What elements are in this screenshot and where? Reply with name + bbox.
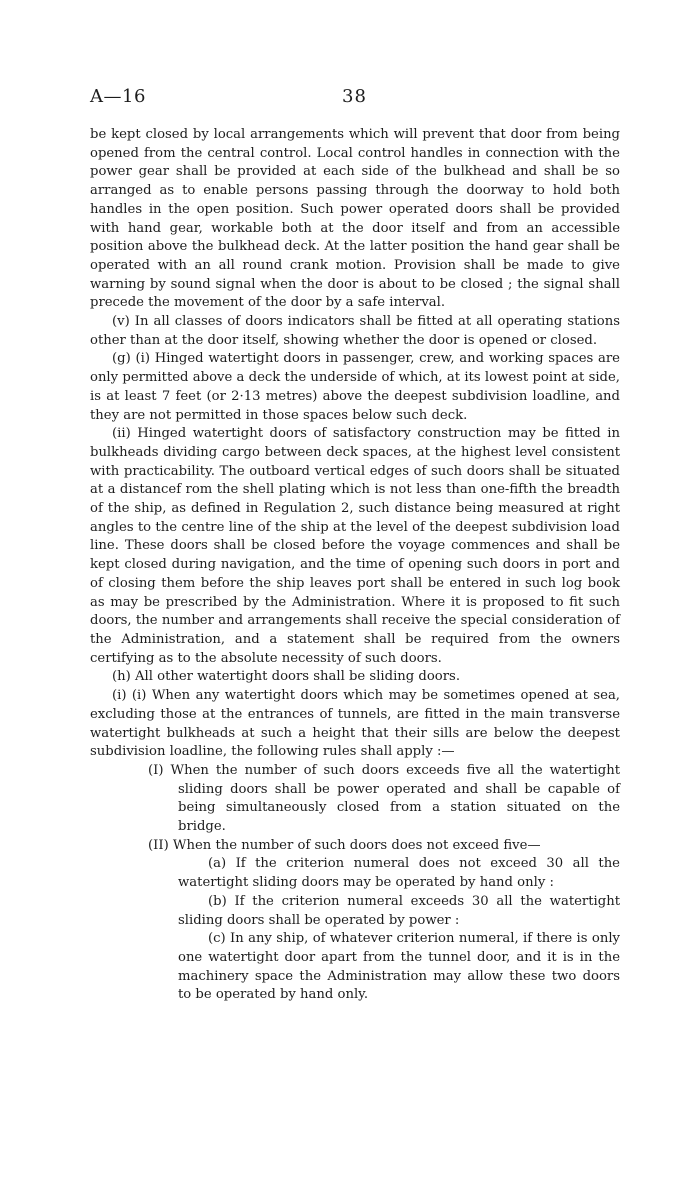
page-header (90, 86, 620, 108)
document-reference: A—16 (90, 86, 146, 107)
rule-II: (II) When the number of such doors does not exceed five— (148, 837, 541, 853)
rule-II-c: (c) In any ship, of whatever criterion numeral, if there is only one watertight door apart from the tunnel door, and it is in the machinery space the Administration may allow these two doors to be operated by hand only. (178, 931, 620, 1003)
rule-II-b: (b) If the criterion numeral exceeds 30 all the watertight sliding doors shall be operated by power : (178, 893, 620, 928)
rule-I: (I) When the number of such doors exceeds five all the watertight sliding doors shall be power operated and shall be capable of being simultaneously closed from a station situated on the bridge. (148, 762, 620, 835)
paragraph-i-i: (i) (i) When any watertight doors which may be sometimes opened at sea, excluding those at the entrances of tunnels, are fitted in the main transverse watertight bulkheads at such a height that their sills are below the deepest subdivision loadline, the following rules shall apply :— (90, 688, 620, 760)
paragraph-h: (h) All other watertight doors shall be sliding doors. (112, 669, 461, 685)
page-number: 38 (342, 86, 367, 107)
body-text (90, 126, 620, 1005)
paragraph-indicators: (v) In all classes of doors indicators shall be fitted at all operating stations other than at the door itself, showing whether the door is opened or closed. (90, 314, 620, 348)
paragraph-continuation: be kept closed by local arrangements which will prevent that door from being opened from the central control. Local control handles in connection with the power gear shall be provided at each side of the bulkhead and shall be so arranged as to enable persons passing through the doorway to hold both handles in the open position. Such power operated doors shall be provided with hand gear, workable both at the door itself and from an accessible position above the bulkhead deck. At the latter position the hand gear shall be operated with an all round crank motion. Provision shall be made to give warning by sound signal when the door is about to be closed ; the signal shall precede the movement of the door by a safe interval. (90, 127, 620, 311)
paragraph-g-i: (g) (i) Hinged watertight doors in passenger, crew, and working spaces are only permitted above a deck the underside of which, at its lowest point at side, is at least 7 feet (or 2·13 metres) above the deepest subdivision loadline, and they are not permitted in those spaces below such deck. (90, 351, 620, 423)
paragraph-g-ii: (ii) Hinged watertight doors of satisfactory construction may be fitted in bulkheads dividing cargo between deck spaces, at the highest level consistent with practicability. The outboard vertical edges of such doors shall be situated at a distancef rom the shell plating which is not less than one-fifth the breadth of the ship, as defined in Regulation 2, such distance being measured at right angles to the centre line of the ship at the level of the deepest subdivision load line. These doors shall be closed before the voyage commences and shall be kept closed during navigation, and the time of opening such doors in port and of closing them before the ship leaves port shall be entered in such log book as may be prescribed by the Administration. Where it is proposed to fit such doors, the number and arrangements shall receive the special consideration of the Administration, and a statement shall be required from the owners certifying as to the absolute necessity of such doors. (90, 426, 620, 666)
rule-II-a: (a) If the criterion numeral does not exceed 30 all the watertight sliding doors may be operated by hand only : (178, 856, 620, 891)
